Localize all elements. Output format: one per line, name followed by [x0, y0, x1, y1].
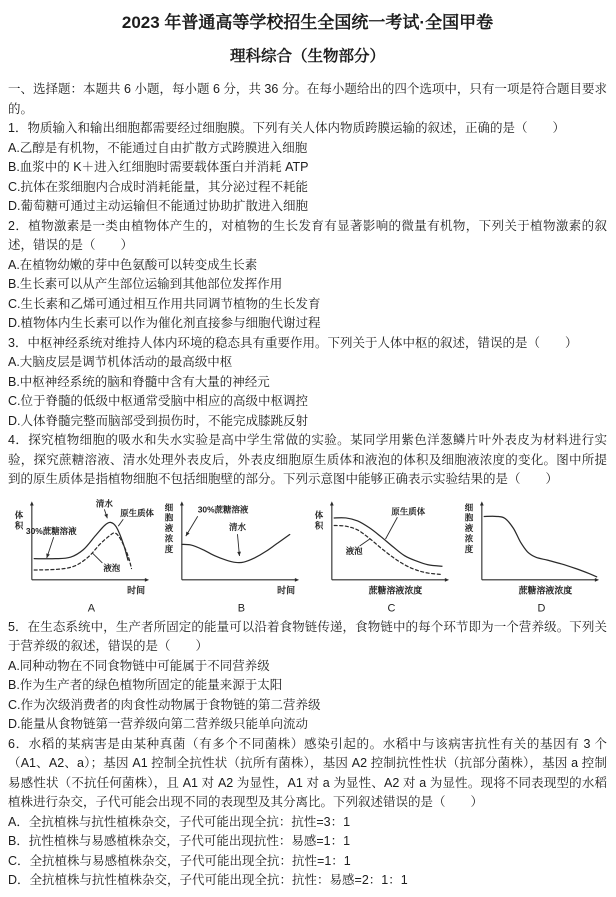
svg-text:细: 细: [464, 501, 474, 512]
svg-text:时间: 时间: [127, 585, 146, 596]
svg-text:液: 液: [464, 522, 474, 533]
question-5-option-c: C.作为次级消费者的肉食性动物属于食物链的第二营养级: [8, 697, 321, 712]
question-2-option-b: B.生长素可以从产生部位运输到其他部位发挥作用: [8, 277, 283, 291]
figure-panel-b: [158, 492, 307, 616]
question-4-stem: 4．探究植物细胞的吸水和失水实验是高中学生常做的实验。某同学用紫色洋葱鳞片叶外表皮为材料进行实验，探究蔗糖溶液、清水处理外表皮后，外表皮细胞原生质体和液泡的体积及细胞液浓度的变化。图中所提到的原生质体是指植物细胞不包括细胞壁的部分。下列示意图中能够正确表示实验结果的是（ ）: [8, 433, 607, 486]
svg-text:30%蔗糖溶液: 30%蔗糖溶液: [197, 503, 249, 514]
svg-text:时间: 时间: [277, 585, 296, 596]
question-1-stem: 1．物质输入和输出细胞都需要经过细胞膜。下列有关人体内物质跨膜运输的叙述，正确的是（ ）: [8, 121, 565, 135]
svg-text:清水: 清水: [95, 497, 113, 508]
question-6-option-a: A．全抗植株与抗性植株杂交，子代可能出现全抗：抗性=3：1: [8, 814, 351, 829]
svg-text:液泡: 液泡: [103, 562, 121, 573]
svg-text:细: 细: [164, 501, 174, 512]
svg-text:浓: 浓: [164, 533, 174, 544]
question-3-option-d: D.人体脊髓完整而脑部受到损伤时，不能完成膝跳反射: [8, 413, 309, 428]
svg-text:积: 积: [14, 520, 24, 531]
question-4: [8, 431, 607, 616]
svg-text:体: 体: [314, 509, 324, 520]
question-6-option-c: C．全抗植株与易感植株杂交，子代可能出现全抗：抗性=1：1: [8, 853, 351, 868]
svg-text:度: 度: [464, 543, 474, 554]
question-6-option-b: B．抗性植株与易感植株杂交，子代可能出现抗性：易感=1：1: [8, 834, 351, 848]
question-5-option-a: A.同种动物在不同食物链中可能属于不同营养级: [8, 658, 270, 673]
section-header: 一、选择题：本题共 6 小题，每小题 6 分，共 36 分。在每小题给出的四个选项中，只有一项是符合题目要求的。: [8, 82, 607, 116]
svg-text:液: 液: [164, 522, 174, 533]
question-4-figure: [8, 492, 607, 616]
figure-panel-a: [8, 492, 157, 616]
svg-text:积: 积: [314, 520, 324, 531]
figure-panel-c: [308, 492, 457, 616]
question-5: [8, 618, 607, 735]
question-5-option-d: D.能量从食物链第一营养级向第二营养级只能单向流动: [8, 717, 309, 731]
question-1-option-d: D.葡萄糖可通过主动运输但不能通过协助扩散进入细胞: [8, 199, 309, 213]
question-1-option-a: A.乙醇是有机物，不能通过自由扩散方式跨膜进入细胞: [8, 140, 308, 155]
page-subtitle: 理科综合（生物部分）: [229, 48, 385, 65]
question-1: [8, 119, 607, 217]
question-3: [8, 334, 607, 432]
question-1-option-b: B.血浆中的 K＋进入红细胞时需要载体蛋白并消耗 ATP: [8, 160, 309, 174]
question-2-option-c: C.生长素和乙烯可通过相互作用共同调节植物的生长发育: [8, 296, 321, 311]
svg-text:清水: 清水: [229, 521, 246, 532]
question-5-option-b: B.作为生产者的绿色植物所固定的能量来源于太阳: [8, 678, 283, 692]
svg-text:30%蔗糖溶液: 30%蔗糖溶液: [25, 525, 77, 536]
svg-text:体: 体: [14, 509, 24, 520]
question-6-stem: 6．水稻的某病害是由某种真菌（有多个不同菌株）感染引起的。水稻中与该病害抗性有关的基因有 3 个（A1、A2、a）；基因 A1 控制全抗性状（抗所有菌株），基因 A2 控制抗性性状（抗部分菌株），基因 a 控制易感性状（不抗任何菌株），且 A1 对 A2 为显性，A1 对 a 为显性、A2 对 a 为显性。现将不同表现型的水稻植株进行杂交，子代可能会出现不同的表现型及其分离比。下列叙述错误的是（ ）: [8, 736, 607, 809]
svg-text:胞: 胞: [464, 512, 474, 523]
question-5-stem: 5．在生态系统中，生产者所固定的能量可以沿着食物链传递，食物链中的每个环节即为一个营养级。下列关于营养级的叙述，错误的是（ ）: [8, 619, 607, 653]
svg-text:液泡: 液泡: [345, 545, 363, 556]
svg-text:浓: 浓: [464, 533, 474, 544]
question-3-option-b: B.中枢神经系统的脑和脊髓中含有大量的神经元: [8, 374, 270, 389]
question-2-option-d: D.植物体内生长素可以作为催化剂直接参与细胞代谢过程: [8, 316, 321, 330]
question-6: [8, 735, 607, 891]
question-3-stem: 3．中枢神经系统对维持人体内环境的稳态具有重要作用。下列关于人体中枢的叙述，错误的是（ ）: [8, 335, 578, 350]
svg-text:蔗糖溶液浓度: 蔗糖溶液浓度: [518, 585, 573, 596]
question-3-option-a: A.大脑皮层是调节机体活动的最高级中枢: [8, 355, 233, 369]
question-1-option-c: C.抗体在浆细胞内合成时消耗能量，其分泌过程不耗能: [8, 179, 309, 194]
svg-text:胞: 胞: [164, 512, 174, 523]
question-6-option-d: D．全抗植株与抗性植株杂交，子代可能出现全抗：抗性：易感=2：1：1: [8, 873, 408, 887]
figure-panel-d: [458, 492, 607, 616]
question-2-stem: 2．植物激素是一类由植物体产生的，对植物的生长发育有显著影响的微量有机物，下列关于植物激素的叙述，错误的是（ ）: [8, 218, 607, 252]
svg-text:原生质体: 原生质体: [120, 507, 154, 518]
question-2: [8, 217, 607, 334]
svg-text:D: D: [537, 602, 546, 615]
page-title: 2023 年普通高等学校招生全国统一考试·全国甲卷: [121, 13, 494, 32]
svg-text:B: B: [237, 602, 246, 615]
svg-text:A: A: [87, 602, 96, 615]
question-2-option-a: A.在植物幼嫩的芽中色氨酸可以转变成生长素: [8, 257, 258, 272]
svg-text:原生质体: 原生质体: [391, 505, 426, 516]
svg-text:C: C: [387, 602, 396, 615]
svg-text:度: 度: [164, 543, 174, 554]
svg-text:蔗糖溶液浓度: 蔗糖溶液浓度: [368, 585, 423, 596]
question-3-option-c: C.位于脊髓的低级中枢通常受脑中相应的高级中枢调控: [8, 394, 309, 408]
